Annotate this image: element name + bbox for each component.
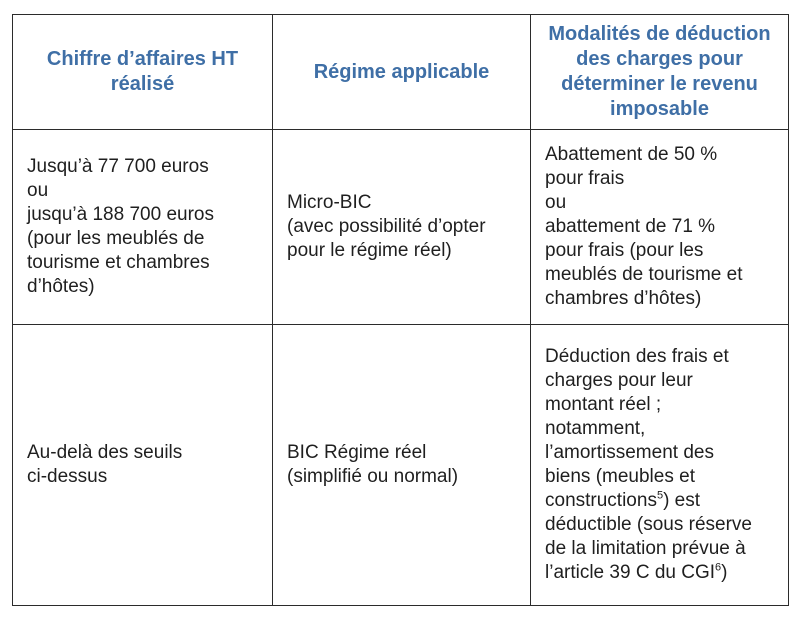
cell-text: l’article 39 C du CGI [545, 562, 716, 583]
cell-line: pour frais [545, 168, 625, 189]
cell-line: pour frais (pour les [545, 240, 704, 261]
header-line: déterminer le revenu [561, 73, 758, 95]
header-line: des charges pour [576, 48, 743, 70]
header-line: Modalités de déduction [548, 23, 771, 45]
cell-line: pour le régime réel) [287, 240, 452, 261]
cell-regime [273, 130, 531, 325]
cell-line: charges pour leur [545, 370, 693, 391]
tax-regime-table [12, 14, 789, 606]
cell-text: ) est [663, 490, 701, 511]
cell-line: biens (meubles et [545, 466, 695, 487]
table-row [13, 130, 789, 325]
cell-line [545, 489, 774, 513]
cell-text: ) [721, 562, 728, 583]
cell-text: constructions [545, 490, 657, 511]
cell-line: Jusqu’à 77 700 euros [27, 156, 209, 177]
cell-line: meublés de tourisme et [545, 264, 743, 285]
cell-deduction [531, 130, 789, 325]
cell-regime [273, 325, 531, 606]
cell-line: déductible (sous réserve [545, 514, 752, 535]
cell-revenue-threshold [13, 325, 273, 606]
cell-line: Au-delà des seuils [27, 442, 183, 463]
cell-line: (simplifié ou normal) [287, 466, 459, 487]
cell-line: BIC Régime réel [287, 442, 427, 463]
cell-line: montant réel ; [545, 394, 662, 415]
cell-line: (pour les meublés de [27, 228, 205, 249]
table-row [13, 325, 789, 606]
footnote-ref: 5 [656, 489, 664, 502]
header-revenue [13, 15, 273, 130]
header-line: imposable [610, 98, 709, 120]
cell-revenue-threshold [13, 130, 273, 325]
cell-line: Déduction des frais et [545, 346, 729, 367]
cell-line: de la limitation prévue à [545, 538, 746, 559]
cell-line: (avec possibilité d’opter [287, 216, 486, 237]
cell-line: notamment, [545, 418, 646, 439]
footnote-ref: 6 [715, 561, 722, 574]
header-line: Régime applicable [313, 60, 490, 83]
cell-line: ou [545, 192, 567, 213]
header-line: réalisé [110, 73, 175, 95]
cell-line: Micro-BIC [287, 192, 372, 213]
cell-line: jusqu’à 188 700 euros [27, 204, 214, 225]
cell-line: l’amortissement des [545, 442, 714, 463]
cell-deduction [531, 325, 789, 606]
cell-line: chambres d’hôtes) [545, 288, 702, 309]
cell-line: tourisme et chambres [27, 252, 210, 273]
cell-line: Abattement de 50 % [545, 144, 718, 165]
cell-line: d’hôtes) [27, 276, 95, 297]
header-line: Chiffre d’affaires HT [46, 48, 239, 70]
cell-line: ci-dessus [27, 466, 108, 487]
cell-line: ou [27, 180, 49, 201]
cell-line: abattement de 71 % [545, 216, 716, 237]
header-row [13, 15, 789, 130]
header-deduction [531, 15, 789, 130]
cell-line [545, 561, 774, 585]
header-regime [273, 15, 531, 130]
